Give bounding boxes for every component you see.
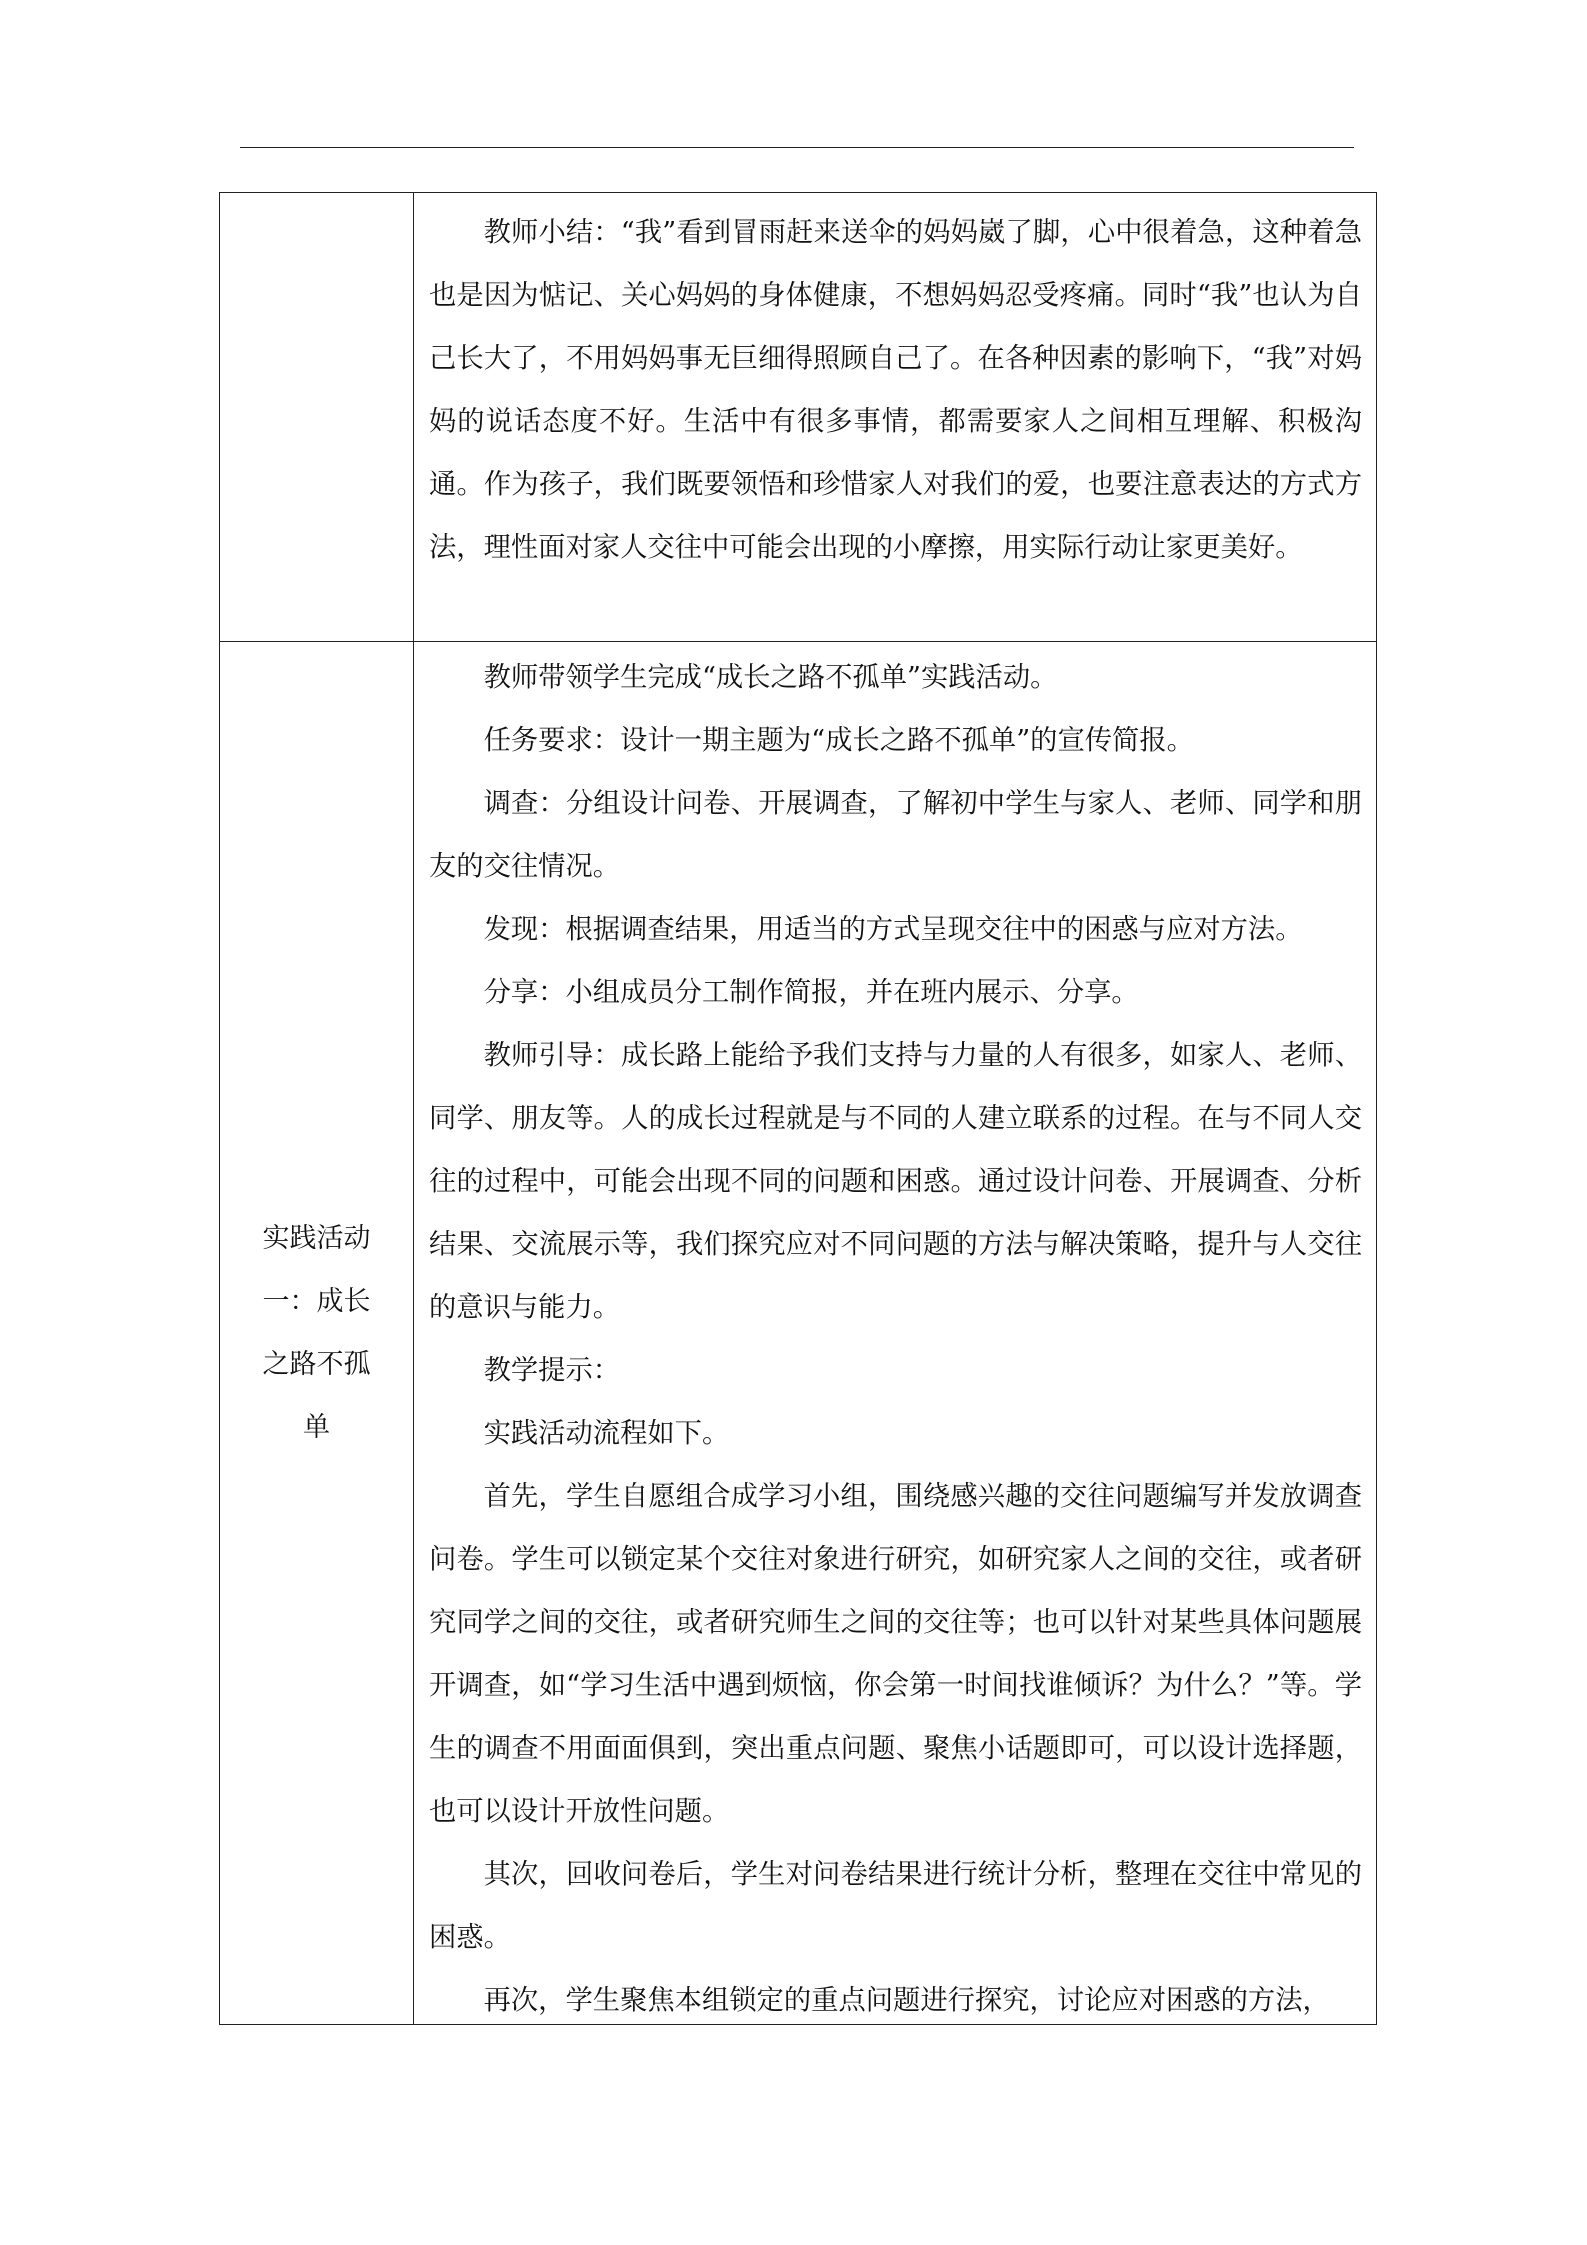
paragraph: 再次，学生聚焦本组锁定的重点问题进行探究，讨论应对困惑的方法，: [483, 1985, 1330, 2016]
table-row: [220, 642, 1377, 2025]
paragraph: 实践活动流程如下。: [483, 1418, 730, 1449]
paragraph: 调查：分组设计问卷、开展调查，了解初中学生与家人、老师、同学和朋友的交往情况。: [429, 788, 1362, 882]
paragraph: 教师小结：“我”看到冒雨赶来送伞的妈妈崴了脚，心中很着急，这种着急也是因为惦记、关心妈妈的身体健康，不想妈妈忍受疼痛。同时“我”也认为自己长大了，不用妈妈事无巨细得照顾自己了。在各种因素的影响下，“我”对妈妈的说话态度不好。生活中有很多事情，都需要家人之间相互理解、积极沟通。作为孩子，我们既要领悟和珍惜家人对我们的爱，也要注意表达的方式方法，理性面对家人交往中可能会出现的小摩擦，用实际行动让家更美好。: [429, 217, 1362, 563]
paragraph: 教师带领学生完成“成长之路不孤单”实践活动。: [483, 662, 1058, 693]
table-row: [220, 193, 1377, 642]
content-cell: [414, 193, 1377, 642]
lesson-plan-table: [219, 192, 1377, 2025]
label-cell: [220, 642, 414, 2025]
paragraph: 任务要求：设计一期主题为“成长之路不孤单”的宣传简报。: [483, 725, 1194, 756]
content-cell: [414, 642, 1377, 2025]
row-label: 实践活动一：成长之路不孤单: [262, 1223, 371, 1443]
paragraph: 分享：小组成员分工制作简报，并在班内展示、分享。: [483, 977, 1139, 1008]
header-rule: [240, 147, 1354, 148]
paragraph: 首先，学生自愿组合成学习小组，围绕感兴趣的交往问题编写并发放调查问卷。学生可以锁定某个交往对象进行研究，如研究家人之间的交往，或者研究同学之间的交往，或者研究师生之间的交往等；也可以针对某些具体问题展开调查，如“学习生活中遇到烦恼，你会第一时间找谁倾诉？为什么？”等。学生的调查不用面面俱到，突出重点问题、聚焦小话题即可，可以设计选择题，也可以设计开放性问题。: [429, 1481, 1362, 1827]
paragraph: 教师引导：成长路上能给予我们支持与力量的人有很多，如家人、老师、同学、朋友等。人的成长过程就是与不同的人建立联系的过程。在与不同人交往的过程中，可能会出现不同的问题和困惑。通过设计问卷、开展调查、分析结果、交流展示等，我们探究应对不同问题的方法与解决策略，提升与人交往的意识与能力。: [429, 1040, 1362, 1323]
paragraph: 发现：根据调查结果，用适当的方式呈现交往中的困惑与应对方法。: [483, 914, 1303, 945]
paragraph: 教学提示：: [483, 1355, 621, 1386]
label-cell: [220, 193, 414, 642]
paragraph: 其次，回收问卷后，学生对问卷结果进行统计分析，整理在交往中常见的困惑。: [429, 1859, 1362, 1953]
